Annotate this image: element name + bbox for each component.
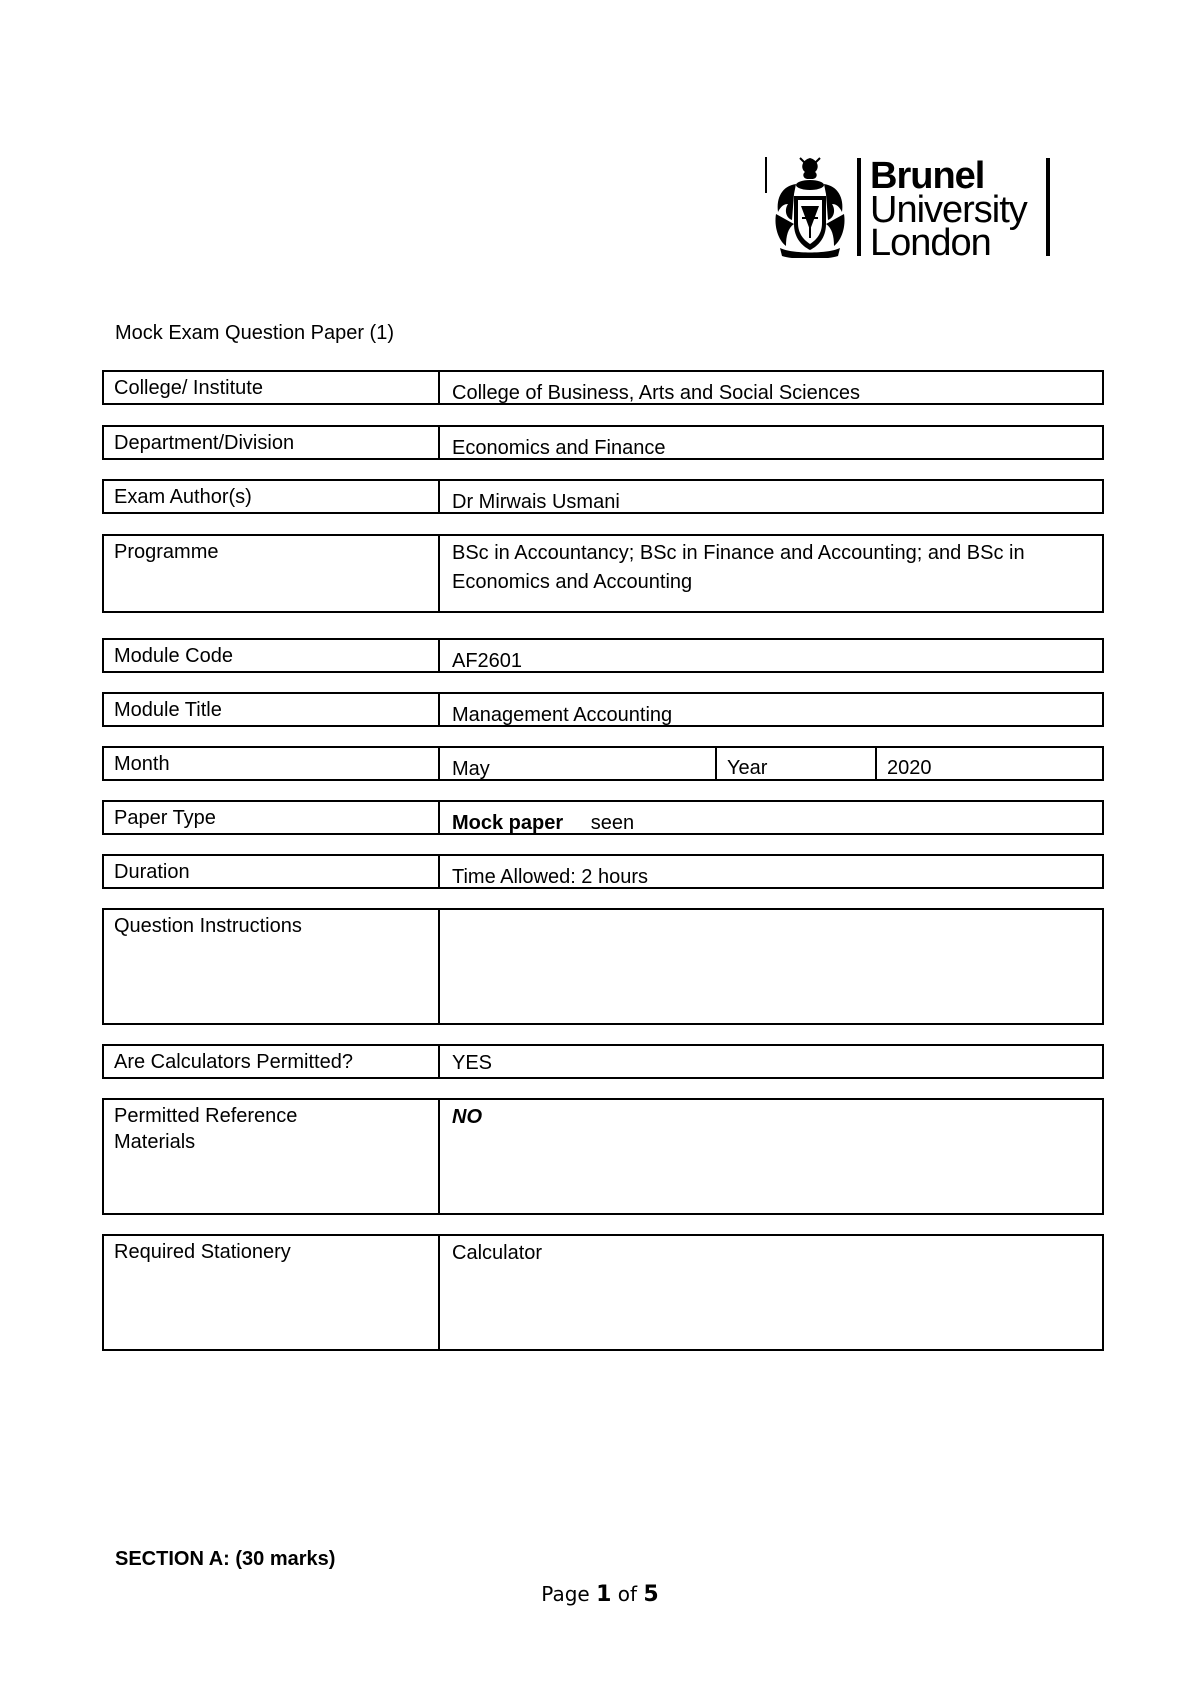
module-code-label: Module Code [104,640,440,671]
page-footer [0,1582,1200,1607]
logo-right-rule [1046,158,1050,256]
paper-type-bold: Mock paper [452,812,564,834]
of-word: of [617,1582,638,1606]
stationery-row [102,1234,1104,1351]
calculators-label: Are Calculators Permitted? [104,1046,440,1077]
logo-divider [857,158,861,256]
college-value: College of Business, Arts and Social Sciences [452,382,860,404]
stationery-label: Required Stationery [104,1236,440,1349]
reference-label-line2: Materials [114,1131,196,1153]
programme-value: BSc in Accountancy; BSc in Finance and Accounting; and BSc in Economics and Accounting [452,542,1025,593]
paper-type-seen: seen [590,812,635,834]
month-year-row [102,746,1104,781]
module-title-row [102,692,1104,727]
paper-type-row [102,800,1104,835]
author-label: Exam Author(s) [104,481,440,512]
stationery-value: Calculator [452,1242,543,1264]
calculators-value: YES [452,1052,493,1074]
department-label: Department/Division [104,427,440,458]
paper-type-label: Paper Type [104,802,440,833]
coat-of-arms-icon [772,154,848,258]
year-value: 2020 [875,748,1102,779]
page-total: 5 [643,1582,659,1607]
logo-left-rule [765,157,767,193]
paper-title: Mock Exam Question Paper (1) [115,322,394,344]
module-title-label: Module Title [104,694,440,725]
logo-line-1: Brunel [870,155,985,197]
module-code-value: AF2601 [452,650,523,672]
paper-type-value [440,802,1102,833]
duration-value: Time Allowed: 2 hours [452,866,649,888]
section-heading: SECTION A: (30 marks) [115,1548,336,1570]
duration-row [102,854,1104,889]
logo-line-2: University [870,189,1027,231]
module-title-value: Management Accounting [452,704,673,726]
reference-label [104,1100,440,1213]
college-label: College/ Institute [104,372,440,403]
year-label: Year [715,748,875,779]
author-value: Dr Mirwais Usmani [452,491,620,513]
page-word: Page [541,1582,590,1606]
month-value: May [452,758,490,780]
reference-label-line1: Permitted Reference [114,1105,298,1127]
instructions-value [440,910,1102,1023]
programme-row [102,534,1104,613]
logo-line-3: London [870,222,991,264]
instructions-row [102,908,1104,1025]
department-row [102,425,1104,460]
author-row [102,479,1104,514]
month-label: Month [104,748,440,779]
page-current: 1 [596,1582,612,1607]
duration-label: Duration [104,856,440,887]
reference-row [102,1098,1104,1215]
instructions-label: Question Instructions [104,910,440,1023]
department-value: Economics and Finance [452,437,666,459]
programme-label: Programme [104,536,440,611]
module-code-row [102,638,1104,673]
reference-value: NO [452,1106,482,1128]
calculators-row [102,1044,1104,1079]
college-row [102,370,1104,405]
brunel-university-logo [762,154,1054,264]
